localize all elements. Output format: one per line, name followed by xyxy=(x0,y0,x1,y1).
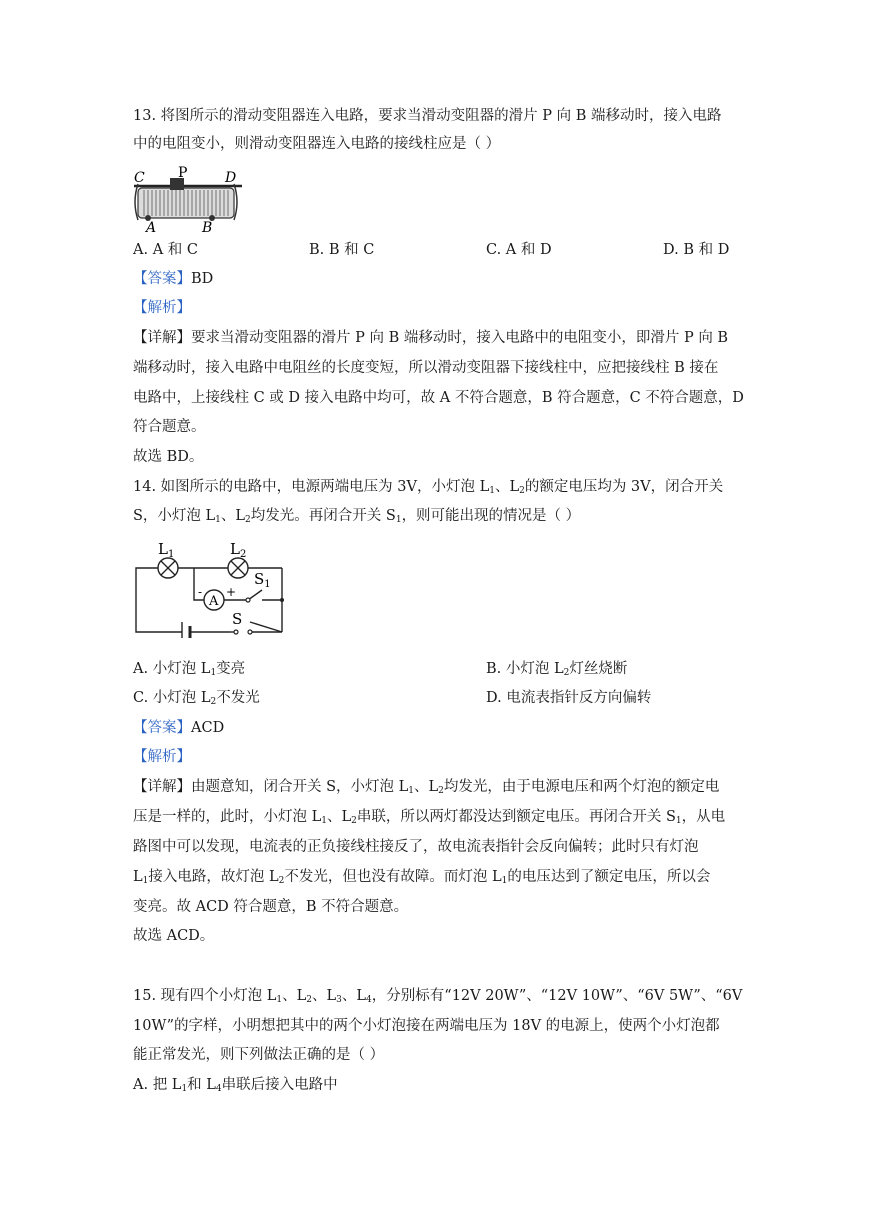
label-l1: $L_1$ xyxy=(158,540,175,560)
label-s: S xyxy=(232,610,243,628)
q13-option-d: D. B 和 D xyxy=(663,242,730,258)
ammeter-label: A xyxy=(209,594,219,609)
q14-conclusion: 故选 ACD。 xyxy=(133,928,215,944)
q15-stem-line2: 10W”的字样，小明想把其中的两个小灯泡接在两端电压为 18V 的电源上，使两个小灯泡都 xyxy=(133,1018,720,1034)
label-a: A xyxy=(146,220,157,236)
q13-option-b: B. B 和 C xyxy=(309,242,375,258)
q14-stem-line1: 14. 如图所示的电路中，电源两端电压为 3V，小灯泡 $L_1$、$L_2$的额定电压均为 3V，闭合开关 xyxy=(133,479,724,496)
q13-answer xyxy=(133,269,213,289)
q13-detail-line2: 端移动时，接入电路中电阻丝的长度变短，所以滑动变阻器下接线柱中，应把接线柱 B 接在 xyxy=(133,360,719,376)
q13-detail-line4: 符合题意。 xyxy=(133,419,206,435)
ammeter-plus: + xyxy=(226,585,237,599)
q14-detail-line5: 变亮。故 ACD 符合题意，B 不符合题意。 xyxy=(133,899,409,915)
q13-option-a: A. A 和 C xyxy=(133,242,198,258)
q14-option-b: B. 小灯泡 $L_2$灯丝烧断 xyxy=(486,661,628,678)
q13-analysis-tag: 【解析】 xyxy=(133,300,191,316)
rheostat-figure xyxy=(132,166,244,236)
q14-detail-line4: $L_1$接入电路，故灯泡 $L_2$不发光，但也没有故障。而灯泡 $L_1$的电压达到了额定电压，所以会 xyxy=(133,869,711,886)
label-l2: $L_2$ xyxy=(230,540,247,560)
label-c: C xyxy=(134,170,145,186)
q15-stem-line3: 能正常发光，则下列做法正确的是（ ） xyxy=(133,1047,385,1063)
q14-detail-line3: 路图中可以发现，电流表的正负接线柱接反了，故电流表指针会反向偏转；此时只有灯泡 xyxy=(133,839,699,855)
answer-value: BD xyxy=(191,271,214,287)
answer-tag: 【答案】 xyxy=(133,271,191,287)
q13-stem-line1: 13. 将图所示的滑动变阻器连入电路，要求当滑动变阻器的滑片 P 向 B 端移动时，接入电路 xyxy=(133,108,722,124)
label-p: P xyxy=(178,166,188,181)
lamp-l2 xyxy=(228,558,248,578)
q13-detail-line1: 【详解】要求当滑动变阻器的滑片 P 向 B 端移动时，接入电路中的电阻变小，即滑片 P 向 B xyxy=(133,330,729,346)
q14-stem-line2: S，小灯泡 $L_1$、$L_2$均发光。再闭合开关 $S_1$，则可能出现的情况是（ ） xyxy=(133,508,581,525)
q13-detail-line3: 电路中，上接线柱 C 或 D 接入电路中均可，故 A 不符合题意，B 符合题意，C 不符合题意，D xyxy=(133,390,744,406)
label-s1: $S_1$ xyxy=(254,570,271,590)
q14-option-d: D. 电流表指针反方向偏转 xyxy=(486,690,652,706)
q13-conclusion: 故选 BD。 xyxy=(133,449,204,465)
q14-detail-line1: 【详解】由题意知，闭合开关 S，小灯泡 $L_1$、$L_2$均发光，由于电源电压和两个灯泡的额定电 xyxy=(133,779,720,796)
q13-stem-line2: 中的电阻变小，则滑动变阻器连入电路的接线柱应是（ ） xyxy=(133,136,501,152)
q14-answer: 【答案】ACD xyxy=(133,720,225,736)
q14-option-a: A. 小灯泡 $L_1$变亮 xyxy=(133,661,246,678)
label-d: D xyxy=(225,170,237,186)
q13-option-c: C. A 和 D xyxy=(486,242,552,258)
q14-option-c: C. 小灯泡 $L_2$不发光 xyxy=(133,690,260,707)
q15-option-a: A. 把 $L_1$和 $L_4$串联后接入电路中 xyxy=(133,1077,338,1094)
q14-detail-line2: 压是一样的，此时，小灯泡 $L_1$、$L_2$串联，所以两灯都没达到额定电压。再闭合开关 $S_1$，从电 xyxy=(133,809,726,826)
detail-tag: 【详解】 xyxy=(133,330,191,346)
circuit-figure xyxy=(132,538,288,638)
q14-analysis-tag: 【解析】 xyxy=(133,749,191,765)
lamp-l1 xyxy=(158,558,178,578)
q15-stem-line1: 15. 现有四个小灯泡 $L_1$、$L_2$、$L_3$、$L_4$，分别标有“12V 20W”、“12V 10W”、“6V 5W”、“6V xyxy=(133,988,743,1005)
label-b: B xyxy=(202,220,213,236)
ammeter-minus: - xyxy=(198,585,203,599)
